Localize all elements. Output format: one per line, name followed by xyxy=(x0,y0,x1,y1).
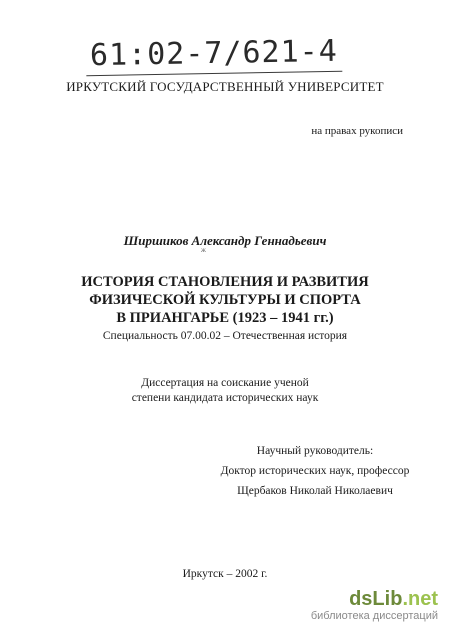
supervisor-block xyxy=(220,441,410,501)
handwritten-catalog-code: 61:02-7/621-4 xyxy=(86,34,342,76)
title-line: В ПРИАНГАРЬЕ (1923 – 1941 гг.) xyxy=(116,310,334,326)
supervisor-label: Научный руководитель: xyxy=(256,445,374,457)
stray-mark: ж xyxy=(201,246,206,254)
city-year: Иркутск – 2002 г. xyxy=(182,568,268,580)
rights-note: на правах рукописи xyxy=(311,125,403,137)
degree-line: степени кандидата исторических наук xyxy=(131,392,319,404)
author-name: Ширшиков Александр Геннадьевич xyxy=(123,233,327,248)
supervisor-degree: Доктор исторических наук, профессор xyxy=(220,465,410,477)
university-name: ИРКУТСКИЙ ГОСУДАРСТВЕННЫЙ УНИВЕРСИТЕТ xyxy=(66,79,384,94)
title-line: ИСТОРИЯ СТАНОВЛЕНИЯ И РАЗВИТИЯ xyxy=(81,274,369,290)
supervisor-name: Щербаков Николай Николаевич xyxy=(237,485,393,497)
title-line: ФИЗИЧЕСКОЙ КУЛЬТУРЫ И СПОРТА xyxy=(89,292,361,308)
dissertation-degree xyxy=(0,376,450,406)
watermark-logo: dsLib.net xyxy=(349,588,438,610)
watermark-subtitle: библиотека диссертаций xyxy=(310,610,438,622)
degree-line: Диссертация на соискание ученой xyxy=(141,377,309,389)
specialty: Специальность 07.00.02 – Отечественная история xyxy=(102,330,348,342)
watermark xyxy=(311,588,438,623)
thesis-title xyxy=(0,273,450,327)
